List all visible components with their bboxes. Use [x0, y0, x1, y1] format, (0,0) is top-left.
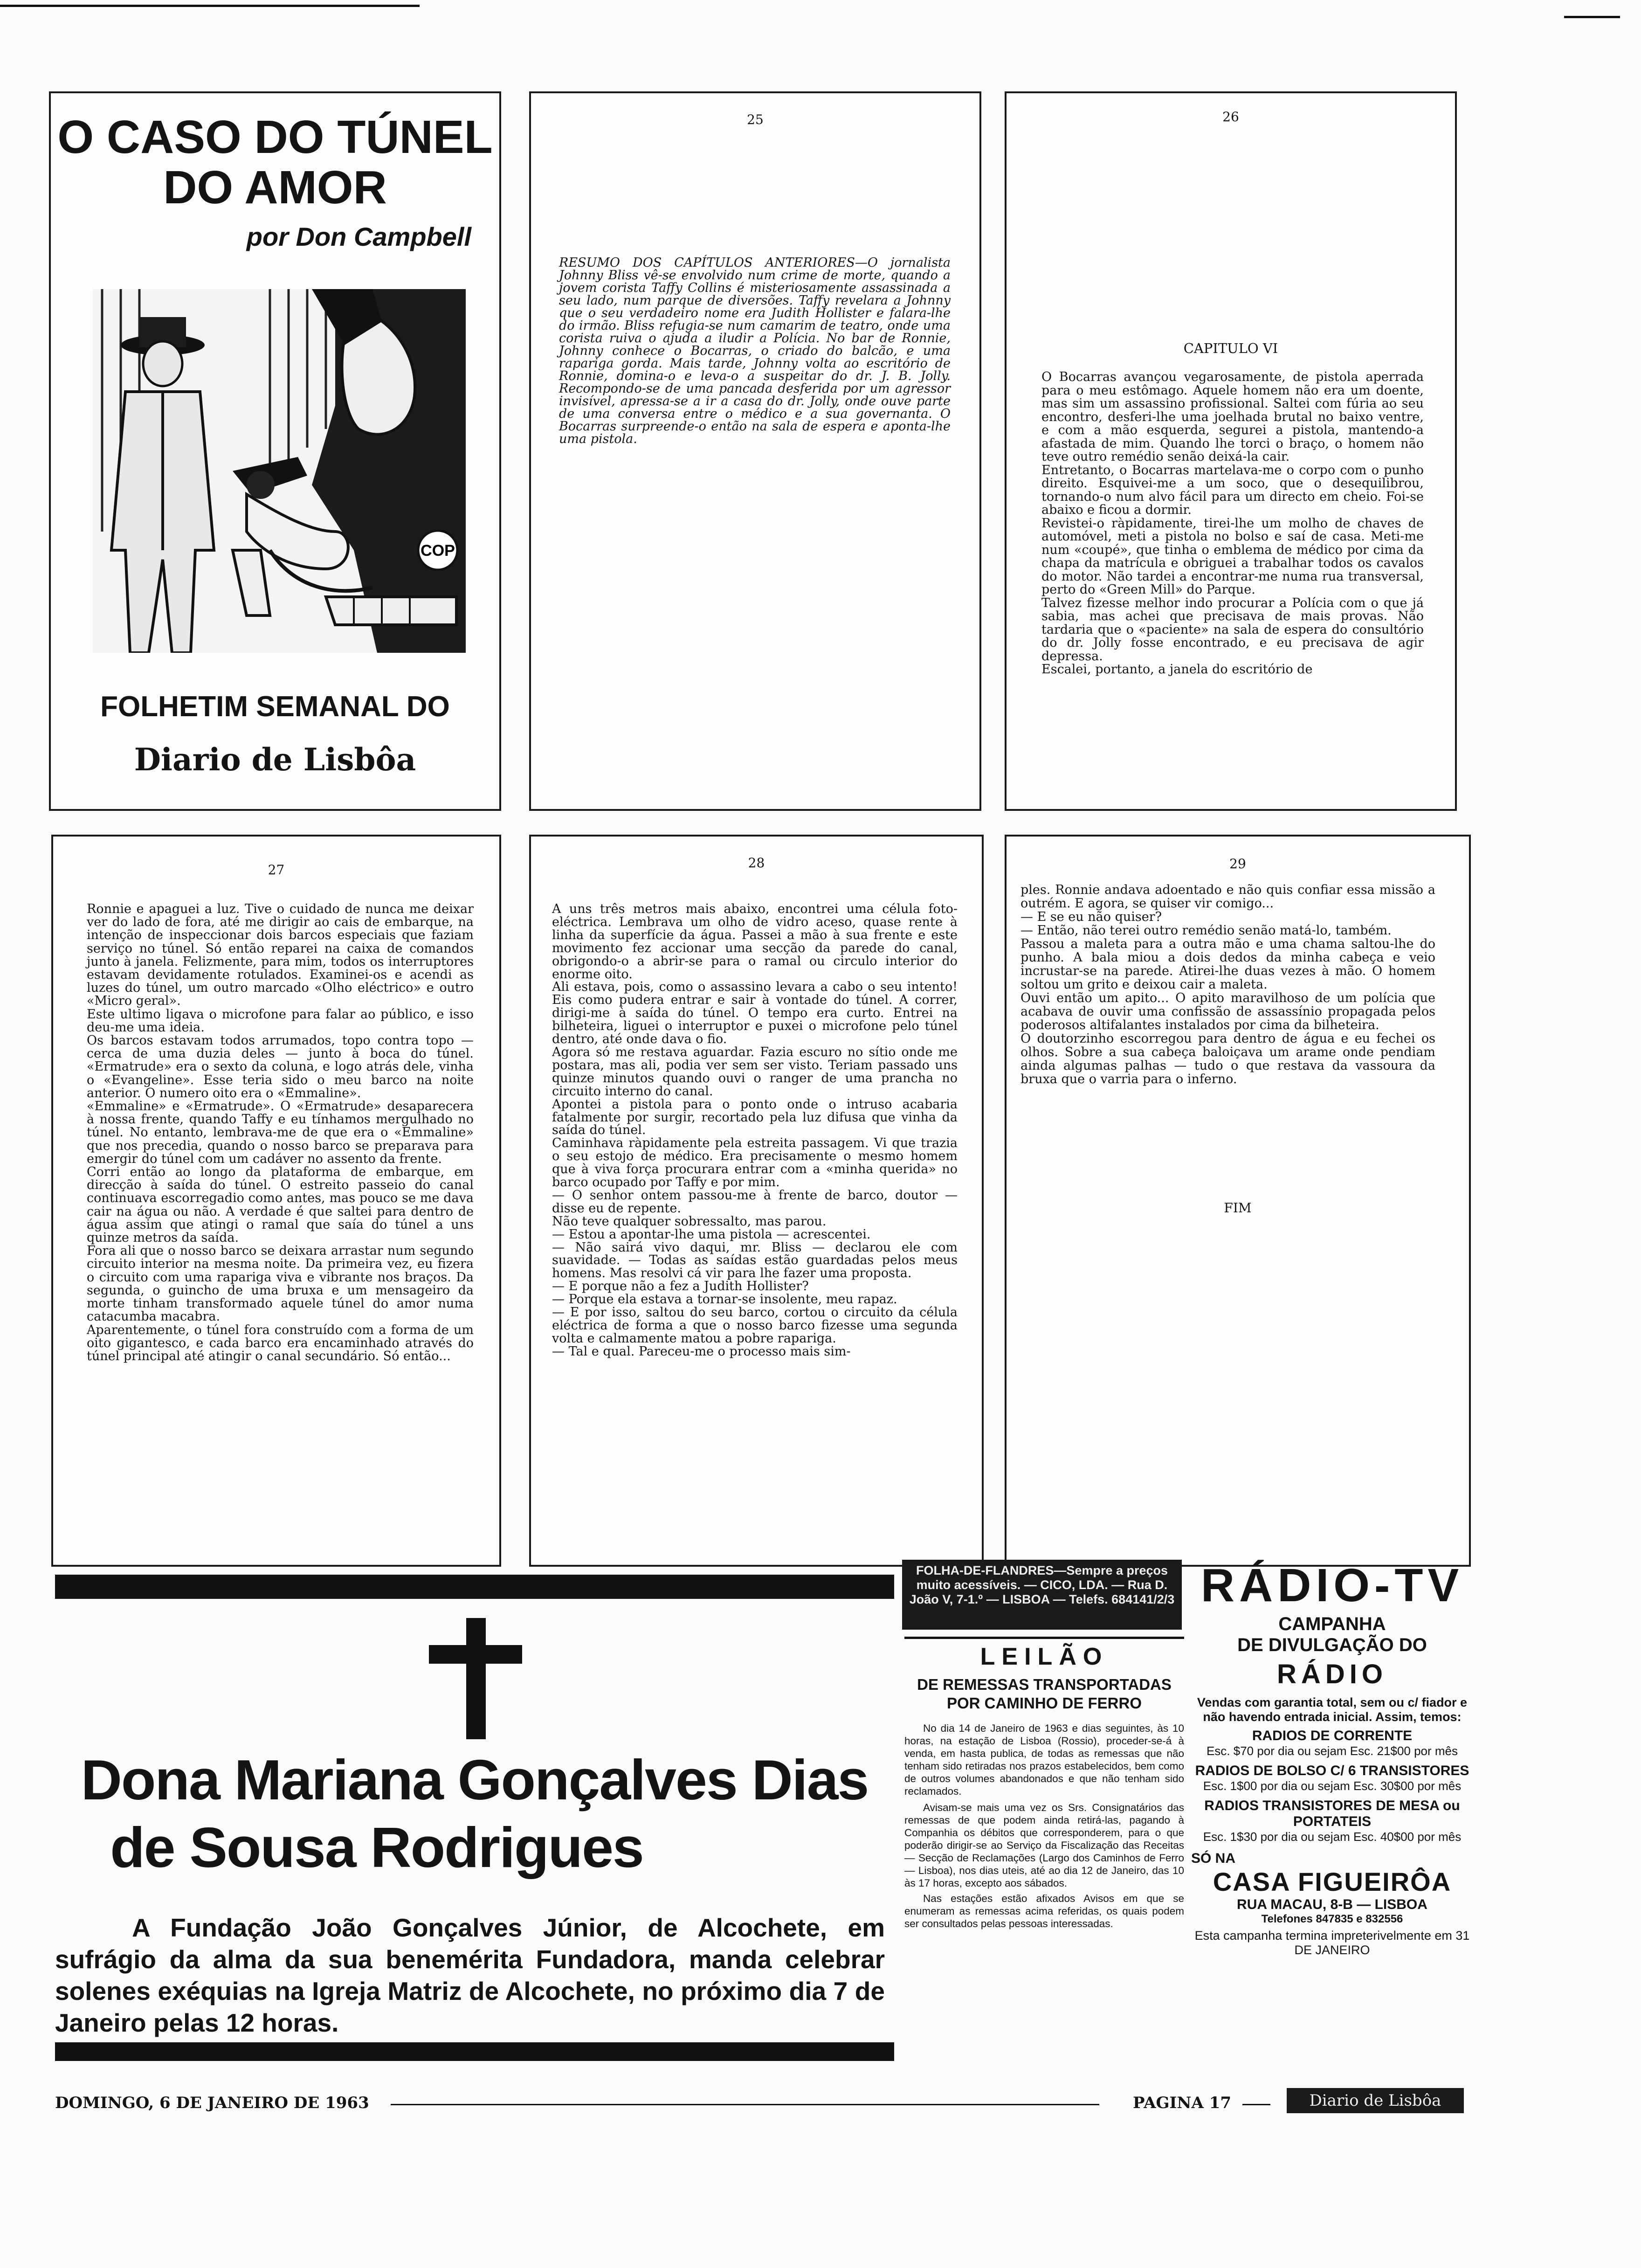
leilao-title: LEILÃO — [980, 1643, 1109, 1670]
leilao-paragraph1: No dia 14 de Janeiro de 1963 e dias seguintes, às 10 horas, na estação de Lisboa (Rossio), proceder-se-á à venda, em hasta publica, de todas as remessas que não tenham sido retiradas nos prazos estabelecidos, bem como de outros volumes abandonados e que não tenham sido reclamados. — [904, 1722, 1184, 1797]
radio-item-price: Esc. $70 por dia ou sejam Esc. 21$00 por mês — [1206, 1744, 1458, 1758]
radio-campaign-line3: RÁDIO — [1277, 1659, 1387, 1689]
folhetim-title-panel — [49, 91, 501, 811]
leilao-paragraph3: Nas estações estão afixados Avisos em que se enumeram as remessas acima referidas, os quais podem ser consultados pelas pessoas interessadas. — [904, 1893, 1184, 1929]
page-26-panel — [1005, 91, 1457, 811]
obituary-bottom-bar — [55, 2042, 894, 2061]
serial-title-line1: O CASO DO TÚNEL — [57, 111, 493, 163]
summary-text: RESUMO DOS CAPÍTULOS ANTERIORES—O jornalista Johnny Bliss vê-se envolvido num crime de morte, quando a jovem corista Taffy Collins é misteriosamente assassinada a seu lado, num parque de diversões. Taffy revelara a Johnny que o seu verdadeiro nome era Judith Hollister e falara-lhe do irmão. Bliss refugia-se num camarim de teatro, onde uma corista ruiva o ajuda a iludir a Polícia. No bar de Ronnie, Johnny conhece o Bocarras, o criado do balcão, e uma rapariga gorda. Mais tarde, Johnny volta ao escritório de Ronnie, domina-o e leva-o a suspeitar do dr. J. B. Jolly. Recompondo-se de uma pancada desferida por um agressor invisível, apressa-se a ir a casa do dr. Jolly, onde ouve parte de uma conversa entre o médico e a sua governanta. O Bocarras surpreende-o então na sala de espera e aponta-lhe uma pistola. — [559, 256, 951, 446]
radio-item-heading: RADIOS DE BOLSO C/ 6 TRANSISTORES — [1195, 1763, 1469, 1778]
footer-masthead: Diario de Lisbôa — [1287, 2088, 1464, 2113]
page-number: 25 — [747, 112, 764, 127]
leilao-ad — [904, 1637, 1184, 2096]
cross-icon — [429, 1618, 522, 1739]
radio-only-at: SÓ NA — [1191, 1851, 1236, 1866]
radio-title: RÁDIO-TV — [1200, 1559, 1464, 1611]
serial-author: por Don Campbell — [246, 222, 471, 251]
leilao-subtitle: DE REMESSAS TRANSPORTADAS POR CAMINHO DE FERRO — [917, 1676, 1172, 1712]
radio-item-heading: RADIOS DE CORRENTE — [1252, 1728, 1413, 1743]
end-mark: FIM — [1224, 1200, 1252, 1216]
obituary-text: A Fundação João Gonçalves Júnior, de Alcochete, em sufrágio da alma da sua benemérita Fundadora, manda celebrar solenes exéquias na Igreja Matriz de Alcochete, no próximo dia 7 de Janeiro pelas 12 horas. — [55, 1913, 885, 2037]
chapter-text: O Bocarras avançou vegarosamente, de pistola aperrada para o meu estômago. Aquele homem não era um doente, mas sim um assassino profissional. Saltei com fúria ao seu encontro, desferi-lhe uma joelhada brutal no baixo ventre, e com a mão esquerda, segurei a pistola, mantendo-a afastada de mim. Quando lhe torci o braço, o homem não teve outro remédio senão deixá-la cair. Entretanto, o Bocarras martelava-me o corpo com o punho direito. Esquivei-me a um soco, que o desequilibrou, tornando-o num alvo fácil para um directo em cheio. Foi-se abaixo e ficou a dormir. Revistei-o ràpidamente, tirei-lhe um molho de chaves de automóvel, meti a pistola no bolso e saí de casa. Meti-me num «coupé», que tinha o emblema de médico por cima da chapa da matrícula e obriguei a trabalhar todos os cavalos do motor. Não tardei a encontrar-me numa rua transversal, perto do «Green Mill» do Parque. Talvez fizesse melhor indo procurar a Polícia com o que já sabia, mas achei que precisava de mais provas. Não tardaria que o «paciente» na sala de espera do consultório do dr. Jolly fosse encontrado, e eu precisava de agir depressa. Escalei, portanto, a janela do escritório de — [1041, 370, 1424, 677]
radio-item — [1191, 1763, 1473, 1793]
radio-item-price: Esc. 1$00 por dia ou sejam Esc. 30$00 por mês — [1203, 1779, 1462, 1793]
page-29-panel — [1005, 835, 1471, 1567]
serial-illustration — [93, 289, 466, 653]
top-rule — [0, 5, 420, 7]
folhetim-masthead: Diario de Lisbôa — [134, 741, 416, 778]
page-number: 26 — [1222, 109, 1239, 124]
chapter-heading: CAPITULO VI — [1183, 340, 1278, 356]
page-28-panel — [529, 835, 984, 1567]
folha-ad-text: FOLHA-DE-FLANDRES—Sempre a preços muito acessíveis. — CICO, LDA. — Rua D. João V, 7-1.º — LISBOA — Telefs. 684141/2/3 — [909, 1563, 1175, 1606]
folha-ad — [902, 1560, 1182, 1630]
svg-text:COP: COP — [421, 542, 455, 560]
page-number: 27 — [268, 862, 285, 878]
page-27-panel — [51, 835, 501, 1567]
obituary-name — [55, 1746, 894, 1881]
radio-campaign-line1: CAMPANHA — [1278, 1614, 1386, 1634]
obituary-name-line2: de Sousa Rodrigues — [110, 1816, 643, 1879]
chapter-text: Ronnie e apaguei a luz. Tive o cuidado de nunca me deixar ver do lado de fora, até me dirigir ao cais de embarque, na intenção de inspeccionar dois barcos especiais que faziam serviço no túnel. Só então reparei na caixa de comandos junto à janela. Felizmente, para mim, todos os interruptores estavam devidamente rotulados. Examinei-os e acendi as luzes do túnel, um outro marcado «Olho eléctrico» e outro «Micro geral». Este ultimo ligava o microfone para falar ao público, e isso deu-me uma ideia. Os barcos estavam todos arrumados, topo contra topo — cerca de uma duzia deles — junto à boca do túnel. «Ermatrude» era o sexto da coluna, e logo atrás dele, vinha o «Evangeline». Esse teria sido o meu barco na noite anterior. O numero oito era o «Emmaline». «Emmaline» e «Ermatrude». O «Ermatrude» desaparecera à nossa frente, quando Taffy e eu tínhamos mergulhado no túnel. No entanto, lembrava-me de que era o «Emmaline» que nos precedia, quando o nosso barco se preparava para emergir do túnel com um cadáver no assento da frente. Corri então ao longo da plataforma de embarque, em direcção à saída do túnel. O estreito passeio do canal continuava escorregadio como antes, mas pouco se me dava cair na água ou não. A verdade é que saltei para dentro de água assim que atingi o ramal que saía do túnel a uns quinze metros da saída. Fora ali que o nosso barco se deixara arrastar num segundo circuito interior na mesma noite. Da primeira vez, eu fizera o circuito com uma rapariga viva e vibrante nos braços. Da segunda, o guincho de uma bruxa e um mensageiro da morte tinham transformado aquele túnel do amor numa catacumba macabra. Aparentemente, o túnel fora construído com a forma de um oito gigantesco, e cada barco era encaminhado através do túnel principal até atingir o canal secundário. Só então... — [87, 902, 474, 1363]
footer-rule-short — [1242, 2104, 1270, 2105]
page-25-panel — [529, 91, 981, 811]
chapter-text: ples. Ronnie andava adoentado e não quis confiar essa missão a outrém. E agora, se quiser vir comigo... — E se eu não quiser? — Então, não terei outro remédio senão matá-lo, também. Passou a maleta para a outra mão e uma chama saltou-lhe do punho. A bala miou a dois dedos da minha cabeça e veio incrustar-se na parede. Atirei-lhe duas vezes à mão. O homem soltou um grito e deixou cair a maleta. Ouvi então um apito... O apito maravilhoso de um polícia que acabava de ouvir uma confissão de assassínio propagada pelos poderosos altifalantes instalados por cima da bilheteira. O doutorzinho escorregou para dentro de água e eu fechei os olhos. Sobre a sua cabeça baloiçava um arame onde pendiam ainda algumas palhas — tudo o que restava da vassoura da bruxa que o varria para o inferno. — [1020, 883, 1435, 1086]
radio-closing: Esta campanha termina impreterivelmente em 31 DE JANEIRO — [1194, 1929, 1470, 1957]
radio-item-heading: RADIOS TRANSISTORES DE MESA ou PORTATEIS — [1204, 1798, 1460, 1829]
leilao-paragraph2: Avisam-se mais uma vez os Srs. Consignatários das remessas de que podem ainda retirá-las, pagando à Companhia os débitos que corresponderem, para o que poderão dirigir-se ao Serviço da Fiscalização das Receitas — Secção de Reclamações (Largo dos Caminhos de Ferro — Lisboa), nos dias uteis, até ao dia 12 de Janeiro, das 10 às 17 horas, excepto aos sábados. — [904, 1802, 1184, 1889]
footer-rule — [391, 2104, 1099, 2105]
radio-phones: Telefones 847835 e 832556 — [1261, 1913, 1403, 1925]
page-number: 29 — [1229, 856, 1246, 871]
radio-item-price: Esc. 1$30 por dia ou sejam Esc. 40$00 por mês — [1203, 1830, 1462, 1844]
radio-item — [1191, 1728, 1473, 1758]
chapter-text: A uns três metros mais abaixo, encontrei uma célula foto-eléctrica. Lembrava um olho de vidro aceso, quase rente à linha da superfície da água. Passei a mão à sua frente e este movimento fez accionar uma secção da parede do canal, obrigondo-o a abrir-se para o ramal ou circulo interior do enorme oito. Ali estava, pois, como o assassino levara a cabo o seu intento! Eis como pudera entrar e sair à vontade do túnel. A correr, dirigi-me à saída do túnel. O tempo era curto. Entrei na bilheteira, liguei o interruptor e puxei o microfone pelo túnel dentro, até onde dava o fio. Agora só me restava aguardar. Fazia escuro no sítio onde me postara, mas ali, podia ver sem ser visto. Teriam passado uns quinze minutos quando ouvi o ranger de uma prancha no circuito interno do canal. Apontei a pistola para o ponto onde o intruso acabaria fatalmente por surgir, recortado pela luz difusa que vinha da saída do túnel. Caminhava ràpidamente pela estreita passagem. Vi que trazia o seu estojo de médico. Era precisamente o mesmo homem que à viva força procurara entrar com a «minha querida» no barco ocupado por Taffy e por mim. — O senhor ontem passou-me à frente de barco, doutor — disse eu de repente. Não teve qualquer sobressalto, mas parou. — Estou a apontar-lhe uma pistola — acrescentei. — Não sairá vivo daqui, mr. Bliss — declarou ele com suavidade. — Todas as saídas estão guardadas pelos meus homens. Mas resolvi cá vir para lhe fazer uma proposta. — E porque não a fez a Judith Hollister? — Porque ela estava a tornar-se insolente, meu rapaz. — E por isso, saltou do seu barco, cortou o circuito da célula eléctrica de forma a que o nosso barco fizesse uma segunda volta e calmamente matou a pobre rapariga. — Tal e qual. Pareceu-me o processo mais sim- — [552, 902, 958, 1359]
radio-campaign-line2: DE DIVULGAÇÃO DO — [1237, 1635, 1427, 1655]
serial-title-line2: DO AMOR — [163, 161, 387, 214]
obituary-name-line1: Dona Mariana Gonçalves Dias — [81, 1748, 869, 1812]
radio-address: RUA MACAU, 8-B — LISBOA — [1237, 1897, 1427, 1912]
top-rule-right — [1564, 16, 1620, 18]
radio-store-name: CASA FIGUEIRÔA — [1213, 1867, 1452, 1896]
obituary-top-bar — [55, 1575, 894, 1599]
illustration-drawing — [93, 289, 466, 653]
footer-page: PAGINA 17 — [1133, 2094, 1232, 2112]
folhetim-footer-line1: FOLHETIM SEMANAL DO — [100, 691, 450, 723]
page-number: 28 — [748, 855, 765, 871]
radio-intro: Vendas com garantia total, sem ou c/ fiador e não havendo entrada inicial. Assim, temos: — [1197, 1695, 1468, 1724]
radio-ad — [1191, 1560, 1473, 2091]
footer-date: DOMINGO, 6 DE JANEIRO DE 1963 — [55, 2094, 369, 2112]
radio-item — [1191, 1798, 1473, 1844]
serial-title — [51, 112, 499, 213]
obituary-cross — [429, 1618, 522, 1739]
